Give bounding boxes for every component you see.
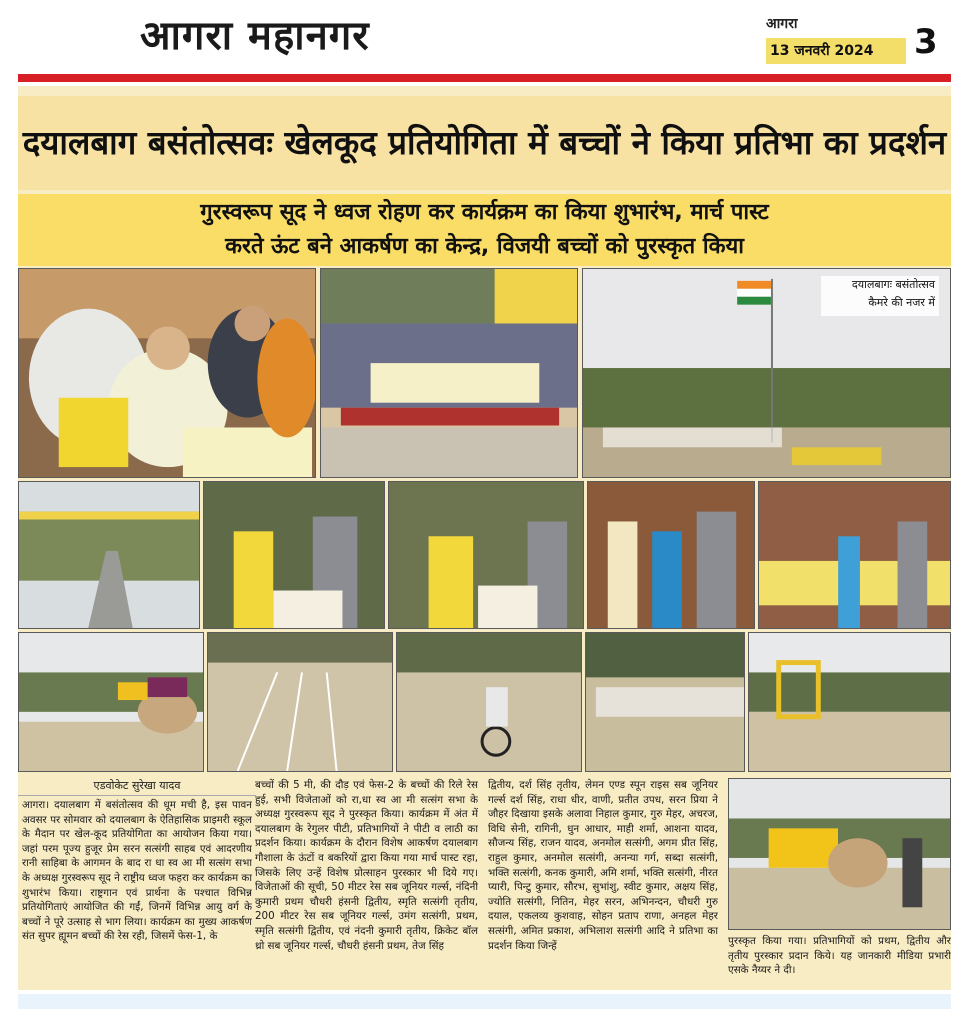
photo-prize-distribution-1 bbox=[203, 481, 385, 629]
next-article-strip bbox=[18, 994, 951, 1009]
article-column-1: आगरा। दयालबाग में बसंतोत्सव की धूम मची है, इस पावन अवसर पर सोमवार को दयालबाग के ऐतिहासिक प्राइमरी स्कूल के मैदान पर खेल-कूद प्रतियोगिता का आयोजन किया गया। जहां परम पूज्य हुजूर प्रेम सरन सत्संगी साहब एवं आदरणीय रानी साहिबा के आगमन के बाद रा धा स्व आ मी सत्संग सभा के अध्यक्ष गुरस्वरूप सूद ने राष्ट्रीय ध्वज फहरा कर कार्यक्रम का शुभारंभ किया। राष्ट्रगान एवं प्रार्थना के पश्चात विभिन्न प्रतियोगिताएं आयोजित की गईं, जिनमें विभिन्न आयु वर्ग के बच्चों ने पूरे उत्साह से भाग लिया। कार्यक्रम का मुख्य आकर्षण संत सुपर ह्यूमन बच्चों की रेस रही, जिसमें फेस-1, के bbox=[22, 799, 252, 943]
photo-caption-line-2: कैमरे की नजर में bbox=[868, 296, 935, 309]
photo-caption-line-1: दयालबागः बसंतोत्सव bbox=[851, 278, 935, 291]
sub-headline bbox=[18, 194, 951, 266]
photo-prize-distribution-3 bbox=[587, 481, 755, 629]
section-title: आगरा महानगर bbox=[140, 13, 370, 59]
photo-prize-distribution-4 bbox=[758, 481, 951, 629]
headline: दयालबाग बसंतोत्सवः खेलकूद प्रतियोगिता में बच्चों ने किया प्रतिभा का प्रदर्शन bbox=[18, 96, 951, 190]
photo-pt-drill bbox=[585, 632, 745, 772]
photo-children-race bbox=[207, 632, 393, 772]
header-rule bbox=[18, 74, 951, 82]
sub-headline-line-2: करते ऊंट बने आकर्षण का केन्द्र, विजयी बच्चों को पुरस्कृत किया bbox=[225, 234, 744, 259]
photo-camels-decorated bbox=[728, 778, 951, 930]
photo-guests-stage bbox=[320, 268, 578, 478]
photo-caption bbox=[821, 276, 939, 316]
photo-cycle-race bbox=[396, 632, 582, 772]
article-column-4: पुरस्कृत किया गया। प्रतिभागियों को प्रथम, द्वितीय और तृतीय पुरस्कार प्रदान किये। यह जानकारी मीडिया प्रभारी एसके नैय्यर ने दी। bbox=[728, 935, 951, 977]
article-column-3: द्वितीय, दर्श सिंह तृतीय, लेमन एण्ड स्पून राइस सब जूनियर गर्ल्स दर्श सिंह, राधा धीर, वाणी, प्रतीत उपध, सरन प्रिया ने जौहर दिखाया इसके अलावा निहाल कुमार, गुरु मेहर, अचरज, विधि सेनी, रागिनी, धुन आधार, माही शर्मा, आशना यादव, सौजन्य सिंह, राजन यादव, अनमोल सत्संगी, अगम प्रीत सिंह, राहुल कुमार, अनमोल सत्संगी, अनन्या गर्ग, सब्दा सत्संगी, भक्ति सत्संगी, कनक कुमारी, अमि शर्मा, भक्ति सत्संगी, नीरत प्यारी, पिन्टु कुमार, सौरभ, सुभांशु, स्वीट कुमार, अक्षय सिंह, ज्योति सत्संगी, नितिन, मेहर सरन, अभिनन्दन, चौधरी गुरु दयाल, एकलव्य कुशवाह, सोहन प्रताप राणा, अनहल मेहर सत्संगी, अमित प्रकाश, अभिलाश सत्संगी आदि ने प्रतिभा का प्रदर्शन किया जिन्हें bbox=[488, 779, 718, 952]
photo-dignitaries-seated bbox=[18, 268, 316, 478]
photo-decorated-road bbox=[18, 481, 200, 629]
edition-city: आगरा bbox=[766, 16, 798, 32]
edition-date: 13 जनवरी 2024 bbox=[766, 38, 906, 64]
photo-prize-distribution-2 bbox=[388, 481, 584, 629]
byline: एडवोकेट सुरेखा यादव bbox=[18, 778, 256, 796]
photo-sports-ground-gate bbox=[748, 632, 951, 772]
sub-headline-line-1: गुरस्वरूप सूद ने ध्वज रोहण कर कार्यक्रम का किया शुभारंभ, मार्च पास्ट bbox=[200, 200, 769, 225]
page-number: 3 bbox=[914, 22, 938, 62]
article-column-2: बच्चों की 5 मी, की दौड़ एवं फेस-2 के बच्चों की रिले रेस हुई, सभी विजेताओं को रा,धा स्व आ मी सत्संग सभा के अध्यक्ष गुरस्वरूप सूद ने पुरस्कृत किया। कार्यक्रम में अंत में दयालबाग के रेगुलर पीटी, प्रतिभागियों ने पीटी व लाठी का प्रदर्शन किया। कार्यक्रम के दौरान विशेष आकर्षण दयालबाग गौशाला के ऊंटों व बकरियों द्वारा किया गया मार्च पास्ट रहा, जिसके लिए उन्हें विशेष प्रोत्साहन पुरस्कार भी दिये गए। विजेताओं की सूची, 50 मीटर रेस सब जूनियर गर्ल्स, नंदिनी कुमारी प्रथम चौधरी हंसनी द्वितीय, स्मृति सत्संगी तृतीय, 200 मीटर रेस सब जूनियर गर्ल्स, उमंग सत्संगी, प्रथम, स्मृति सत्संगी द्वितीय, एवं नंदनी कुमारी तृतीय, क्रिकेट बॉल थ्रो सब जूनियर गर्ल्स, चौधरी हंसनी प्रथम, तेज सिंह bbox=[255, 779, 478, 952]
photo-camel-march bbox=[18, 632, 204, 772]
